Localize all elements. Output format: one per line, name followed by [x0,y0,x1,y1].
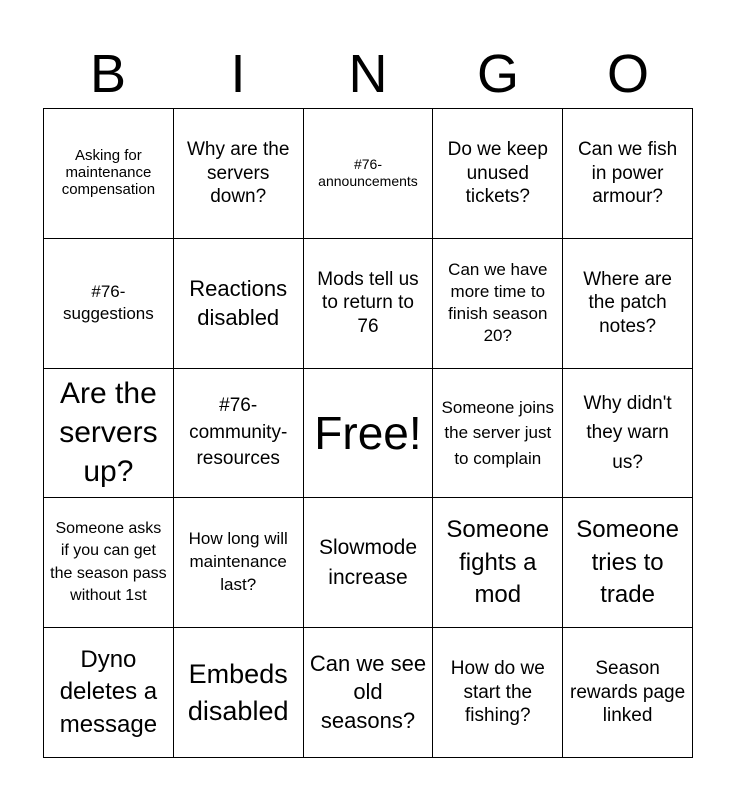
bingo-cell[interactable] [304,109,434,239]
bingo-cell[interactable] [304,239,434,369]
bingo-cell[interactable] [44,369,174,499]
bingo-cell[interactable] [44,239,174,369]
cell-text: Dyno deletes a message [59,646,158,738]
bingo-cell[interactable] [44,498,174,628]
cell-text: Someone fights a mod [446,516,550,608]
bingo-cell[interactable] [563,369,693,499]
cell-text: Are the servers up? [59,377,158,489]
bingo-cell[interactable] [563,628,693,758]
cell-text: How long will maintenance last? [188,529,288,595]
cell-text: Season rewards page linked [570,657,686,727]
bingo-cell[interactable] [174,369,304,499]
cell-text: Where are the patch notes? [583,268,672,338]
bingo-cell[interactable] [433,109,563,239]
bingo-cell[interactable] [304,498,434,628]
header-letter-i: I [230,44,246,104]
bingo-header [43,40,693,108]
header-letter-g: G [476,44,519,104]
cell-text: #76-announcements [318,155,418,190]
cell-text: Slowmode increase [318,536,418,589]
header-letter-b: B [89,44,127,104]
bingo-cell[interactable] [433,239,563,369]
cell-text: Why are the servers down? [186,138,290,208]
cell-text: Embeds disabled [187,659,289,726]
cell-text: Reactions disabled [189,275,288,331]
cell-text: Can we see old seasons? [309,650,427,733]
cell-text: Can we fish in power armour? [577,138,678,208]
cell-text: Why didn't they warn us? [583,392,672,473]
cell-text: Mods tell us to return to 76 [317,268,419,338]
bingo-cell[interactable] [563,109,693,239]
cell-text: Do we keep unused tickets? [447,138,548,208]
cell-text: Someone tries to trade [576,516,679,608]
bingo-cell[interactable] [563,239,693,369]
cell-text: #76-suggestions [63,282,154,324]
bingo-cell[interactable] [174,109,304,239]
header-letter-n: N [348,44,388,104]
bingo-cell[interactable] [433,628,563,758]
bingo-cell[interactable] [304,628,434,758]
bingo-cell[interactable] [174,628,304,758]
bingo-cell[interactable] [174,239,304,369]
header-letter-o: O [606,44,649,104]
bingo-board [43,108,693,758]
bingo-cell[interactable] [563,498,693,628]
free-space-cell[interactable] [304,369,434,499]
cell-text: Someone asks if you can get the season pass without 1st [50,520,167,605]
cell-text: Asking for maintenance compensation [61,147,156,198]
cell-text: #76-community-resources [189,395,288,470]
bingo-cell[interactable] [44,109,174,239]
cell-text: Someone joins the server just to complain [441,397,555,468]
free-space-label: Free! [314,406,422,459]
bingo-cell[interactable] [174,498,304,628]
bingo-cell[interactable] [44,628,174,758]
cell-text: Can we have more time to finish season 20? [448,260,548,346]
bingo-cell[interactable] [433,498,563,628]
bingo-cell[interactable] [433,369,563,499]
cell-text: How do we start the fishing? [450,657,545,727]
